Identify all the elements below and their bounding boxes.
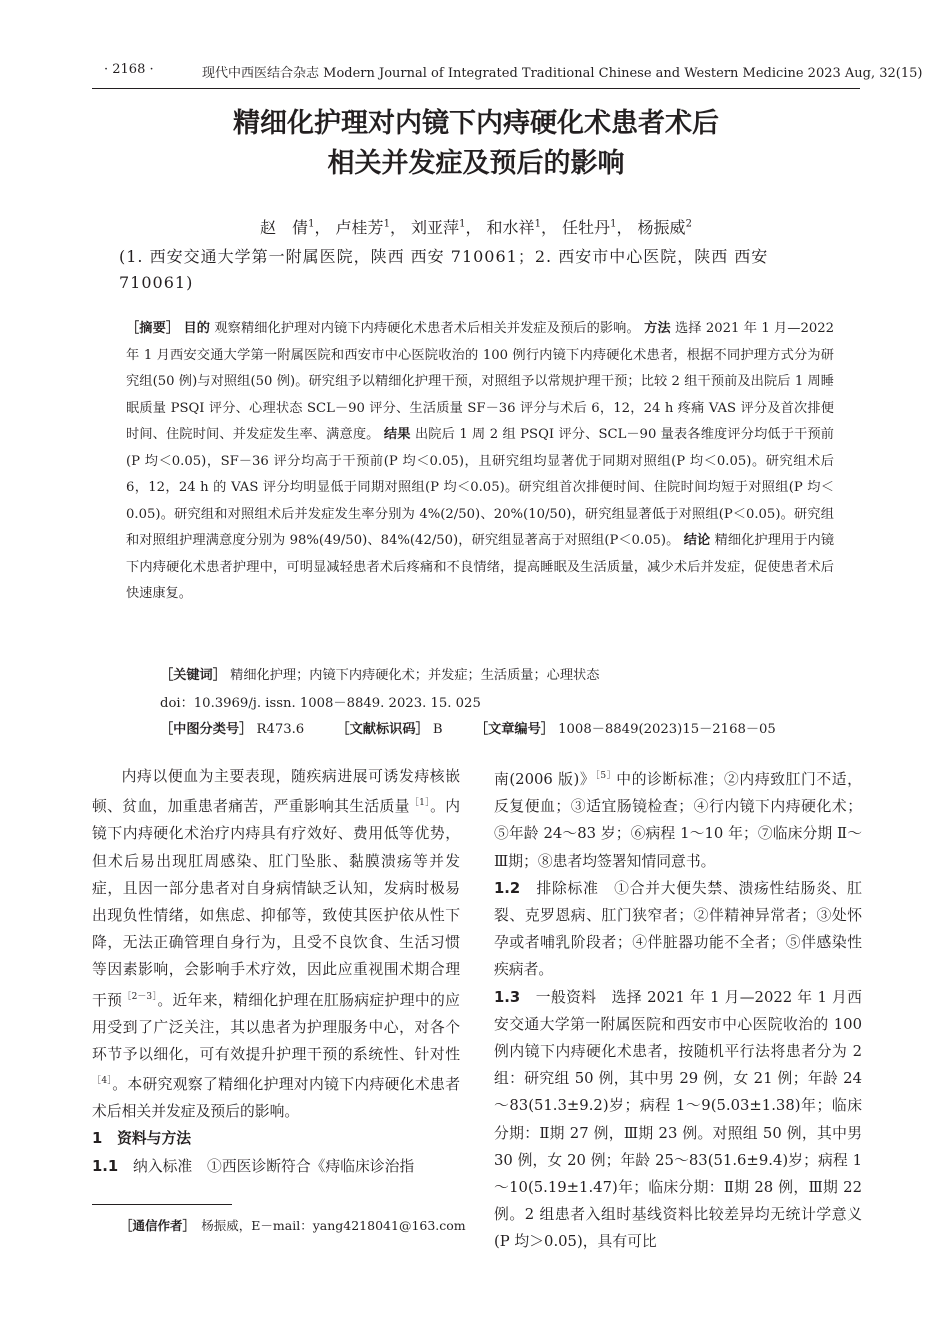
page-number: · 2168 · — [104, 62, 154, 77]
conclusion-text: 精细化护理用于内镜下内痔硬化术患者护理中，可明显减轻患者术后疼痛和不良情绪，提高睡眠及生活质量，减少术后并发症，促使患者术后快速康复。 — [126, 533, 835, 601]
article-no-label: ［文章编号］ — [474, 722, 554, 737]
author-name: 赵 倩 — [260, 218, 309, 237]
affiliations: (1. 西安交通大学第一附属医院，陕西 西安 710061；2. 西安市中心医院，陕西 西安 710061) — [119, 247, 769, 292]
classification-line — [160, 718, 804, 737]
doi: doi：10.3969/j. issn. 1008－8849. 2023. 15. 025 — [160, 696, 481, 711]
author-affil-mark: 2 — [685, 218, 692, 230]
footnote-text: 杨振威，E－mail：yang4218041@163.com — [201, 1218, 466, 1233]
article-no-value: 1008－8849(2023)15－2168－05 — [558, 722, 776, 737]
corresponding-author-note — [120, 1216, 466, 1234]
author-affil-mark: 1 — [308, 218, 315, 230]
results-label: 结果 — [383, 427, 411, 442]
author-affil-mark: 1 — [534, 218, 541, 230]
section-1-2: 1.2 排除标准 ①合并大便失禁、溃疡性结肠炎、肛裂、克罗恩病、肛门狭窄者；②伴精神异常者；③处怀孕或者哺乳阶段者；④伴脏器功能不全者；⑤伴感染性疾病者。 — [494, 879, 862, 979]
citation-ref: ［5］ — [595, 771, 617, 781]
author-name: 卢桂芳 — [335, 218, 384, 237]
footnote-divider — [92, 1204, 232, 1205]
methods-label: 方法 — [644, 321, 671, 336]
results-text: 出院后 1 周 2 组 PSQI 评分、SCL－90 量表各维度评分均低于干预前(P 均＜0.05)，SF－36 评分均高于干预前(P 均＜0.05)，且研究组均显著优于同期对照组(P 均＜0.05)。研究组术后 6，12，24 h 的 VAS 评分均明显低于同期对照组(P 均＜0.05)。研究组首次排便时间、住院时间均短于对照组(P 均＜0.05)。研究组和对照组术后并发症发生率分别为 4%(2/50)、20%(10/50)，研究组显著低于对照组(P＜0.05)。研究组和对照组护理满意度分别为 98%(49/50)、84%(42/50)，研究组显著高于对照组(P＜0.05)。 — [126, 427, 834, 548]
citation-ref: ［4］ — [92, 1076, 113, 1087]
doc-code-label: ［文献标识码］ — [336, 722, 429, 737]
abstract-tag: ［摘要］ — [126, 321, 180, 336]
body-column-left — [92, 763, 460, 1180]
criteria-continued: 南(2006 版)》$^{[5]}$中的诊断标准；②内痔致肛门不适，反复便血；③适宜肠镜检查；④行内镜下内痔硬化术；⑤年龄 24～83 岁；⑥病程 1～10 年；⑦临床分期 Ⅱ～Ⅲ期；⑧患者均签署知情同意书。 — [494, 770, 862, 870]
abstract — [126, 316, 834, 608]
section-1-3-title: 一般资料 — [535, 988, 597, 1006]
article-title — [92, 104, 860, 184]
title-line-1: 精细化护理对内镜下内痔硬化术患者术后 — [233, 108, 719, 139]
author-name: 杨振威 — [637, 218, 686, 237]
keywords — [160, 664, 599, 683]
citation-ref: ［1］ — [409, 798, 431, 809]
clc-value: R473.6 — [256, 722, 305, 737]
section-heading-1: 1 资料与方法 — [92, 1130, 192, 1148]
keywords-text: 精细化护理；内镜下内痔硬化术；并发症；生活质量；心理状态 — [230, 668, 600, 683]
author-name: 任牡丹 — [562, 218, 611, 237]
author-affil-mark: 1 — [459, 218, 466, 230]
keywords-label: ［关键词］ — [160, 668, 226, 683]
conclusion-label: 结论 — [683, 533, 711, 548]
section-1-2-title: 排除标准 — [536, 879, 599, 897]
section-1-1: 1.1 纳入标准 ①西医诊断符合《痔临床诊治指 — [92, 1157, 415, 1175]
author-affil-mark: 1 — [383, 218, 390, 230]
author-list: 赵 倩$^1$， 卢桂芳$^1$， 刘亚萍$^1$， 和水祥$^1$， 任牡丹$^1$， 杨振威$^2$ — [260, 218, 692, 237]
footnote-label: ［通信作者］ — [120, 1218, 189, 1233]
objective-label: 目的 — [183, 321, 211, 336]
author-affil-mark: 1 — [610, 218, 617, 230]
title-line-2: 相关并发症及预后的影响 — [327, 148, 625, 179]
author-name: 刘亚萍 — [411, 218, 460, 237]
objective-text: 观察精细化护理对内镜下内痔硬化术患者术后相关并发症及预后的影响。 — [214, 321, 640, 336]
header-divider — [92, 88, 860, 89]
clc-label: ［中图分类号］ — [160, 722, 253, 737]
citation-ref: ［2－3］ — [122, 991, 158, 1002]
doc-code-value: B — [432, 722, 443, 737]
author-name: 和水祥 — [486, 218, 535, 237]
section-1-1-title: 纳入标准 — [133, 1157, 193, 1175]
running-header — [0, 58, 950, 86]
intro-paragraph: 内痔以便血为主要表现，随疾病进展可诱发痔核嵌顿、贫血，加重患者痛苦，严重影响其生活质量$^{[1]}$。内镜下内痔硬化术治疗内痔具有疗效好、费用低等优势，但术后易出现肛周感染、肛门坠胀、黏膜溃疡等并发症，且因一部分患者对自身病情缺乏认知，发病时极易出现负性情绪，如焦虑、抑郁等，致使其医护依从性下降，无法正确管理自身行为，且受不良饮食、生活习惯等因素影响，会影响手术疗效，因此应重视围术期合理干预$^{[2-3]}$。近年来，精细化护理在肛肠病症护理中的应用受到了广泛关注，其以患者为护理服务中心，对各个环节予以细化，可有效提升护理干预的系统性、针对性$^{[4]}$。本研究观察了精细化护理对内镜下内痔硬化术患者术后相关并发症及预后的影响。 — [92, 768, 460, 1121]
body-column-right — [494, 763, 862, 1256]
section-1-3: 1.3 一般资料 选择 2021 年 1 月—2022 年 1 月西安交通大学第一附属医院和西安市中心医院收治的 100 例内镜下内痔硬化术患者，按随机平行法将患者分为 2 组：研究组 50 例，其中男 29 例，女 21 例；年龄 24～83(51.3±9.2)岁；病程 1～9(5.03±1.38)年；临床分期：Ⅱ期 27 例，Ⅲ期 23 例。对照组 50 例，其中男 30 例，女 20 例；年龄 25～83(51.6±9.4)岁；病程 1～10(5.19±1.47)年；临床分期：Ⅱ期 28 例，Ⅲ期 22 例。2 组患者入组时基线资料比较差异均无统计学意义(P 均＞0.05)，具有可比 — [494, 988, 862, 1251]
methods-text: 选择 2021 年 1 月—2022 年 1 月西安交通大学第一附属医院和西安市中心医院收治的 100 例行内镜下内痔硬化术患者，根据不同护理方式分为研究组(50 例)与对照组(50 例)。研究组予以精细化护理干预，对照组予以常规护理干预；比较 2 组干预前及出院后 1 周睡眠质量 PSQI 评分、心理状态 SCL－90 评分、生活质量 SF－36 评分与术后 6，12，24 h 疼痛 VAS 评分及首次排便时间、住院时间、并发症发生率、满意度。 — [126, 321, 835, 442]
journal-citation: 现代中西医结合杂志 Modern Journal of Integrated Traditional Chinese and Western Medicine 2023 Aug, 32(15) — [202, 66, 923, 81]
